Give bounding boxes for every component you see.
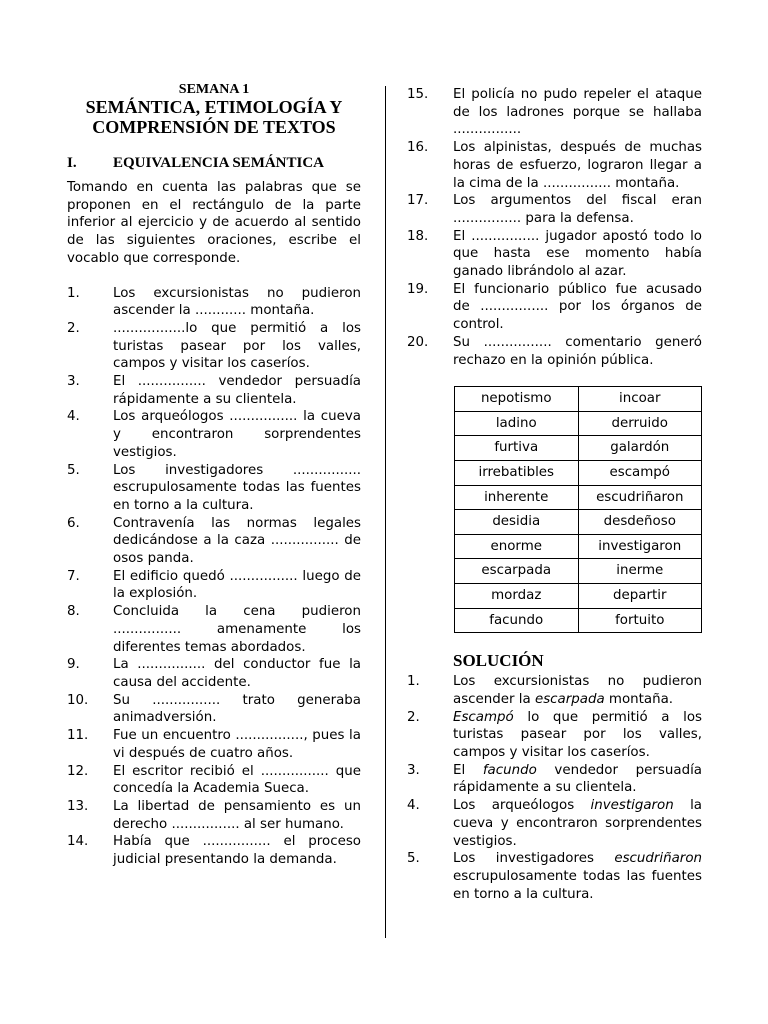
solution-text-before: Los arqueólogos	[453, 798, 591, 814]
exercise-number: 16.	[407, 140, 429, 156]
exercise-item	[67, 408, 361, 461]
exercise-item	[67, 763, 361, 798]
exercise-number: 2.	[67, 320, 80, 336]
exercise-text: El ................ jugador apostó todo lo que hasta ese momento había ganado librándolo al azar.	[453, 228, 702, 280]
solution-item	[407, 850, 702, 903]
exercise-text: Los excursionistas no pudieron ascender la ............ montaña.	[113, 285, 361, 319]
exercise-text: Había que ................ el proceso judicial presentando la demanda.	[113, 834, 361, 868]
solution-number: 5.	[407, 851, 420, 867]
solution-text-after: montaña.	[604, 691, 674, 707]
solution-answer: investigaron	[590, 798, 674, 814]
exercise-number: 8.	[67, 604, 80, 620]
exercise-text: Contravenía las normas legales dedicándose a la caza ................ de osos panda.	[113, 515, 361, 567]
exercise-text: El edificio quedó ................ luego de la explosión.	[113, 568, 361, 602]
exercise-number: 3.	[67, 374, 80, 390]
solution-text	[453, 709, 702, 762]
solution-number: 4.	[407, 798, 420, 814]
word-bank-cell: furtiva	[455, 436, 579, 461]
section-number: I.	[67, 155, 77, 171]
solution-text	[453, 797, 702, 850]
word-bank-cell: irrebatibles	[455, 461, 579, 486]
exercise-number: 7.	[67, 568, 80, 584]
word-bank-cell: escampó	[578, 461, 702, 486]
exercise-text: Los alpinistas, después de muchas horas de esfuerzo, lograron llegar a la cima de la ................ montaña.	[453, 140, 702, 191]
exercise-number: 1.	[67, 285, 80, 301]
exercise-text: Los investigadores ................ escrupulosamente todas las fuentes en torno a la cultura.	[113, 462, 361, 513]
exercise-number: 6.	[67, 515, 80, 531]
word-bank-cell: investigaron	[578, 534, 702, 559]
word-bank-cell: escarpada	[455, 559, 579, 584]
word-bank-cell: inherente	[455, 485, 579, 510]
instructions-paragraph: Tomando en cuenta las palabras que se proponen en el rectángulo de la parte inferior al ejercicio y de acuerdo al sentido de las siguientes oraciones, escribe el vocablo que corresponde.	[67, 180, 361, 266]
exercise-item	[67, 320, 361, 373]
exercise-number: 11.	[67, 728, 89, 744]
word-bank-row	[455, 608, 702, 633]
word-bank-cell: escudriñaron	[578, 485, 702, 510]
solution-number: 1.	[407, 674, 420, 690]
exercise-number: 15.	[407, 87, 429, 102]
solution-item	[407, 762, 702, 797]
word-bank-cell: mordaz	[455, 584, 579, 609]
word-bank-cell: galardón	[578, 436, 702, 461]
solution-answer: Escampó	[453, 709, 514, 725]
solution-text-before: El	[453, 762, 483, 778]
page-title-line-2: COMPRENSIÓN DE TEXTOS	[92, 117, 336, 137]
exercise-item	[67, 692, 361, 727]
left-column	[67, 80, 361, 869]
word-bank-cell: desdeñoso	[578, 510, 702, 535]
word-bank-cell: fortuito	[578, 608, 702, 633]
solution-title: SOLUCIÓN	[453, 651, 544, 671]
solution-answer: facundo	[482, 762, 537, 778]
exercise-text: La ................ del conductor fue la causa del accidente.	[113, 657, 361, 690]
word-bank-row	[455, 436, 702, 461]
exercise-item	[67, 568, 361, 603]
word-bank-row	[455, 461, 702, 486]
exercise-item	[67, 462, 361, 515]
exercise-number: 20.	[407, 334, 429, 350]
solution-item	[407, 673, 702, 708]
exercise-item	[407, 334, 702, 369]
exercise-text: Su ................ comentario generó rechazo en la opinión pública.	[453, 334, 702, 368]
word-bank-cell: incoar	[578, 387, 702, 412]
exercise-number: 10.	[67, 692, 89, 708]
word-bank-cell: enorme	[455, 534, 579, 559]
exercise-text: Fue un encuentro ................, pues la vi después de cuatro años.	[113, 728, 361, 761]
exercise-number: 9.	[67, 657, 80, 673]
exercise-text: Los arqueólogos ................ la cueva y encontraron sorprendentes vestigios.	[113, 409, 361, 460]
exercise-number: 17.	[407, 193, 429, 209]
page-title-line-1: SEMÁNTICA, ETIMOLOGÍA Y	[85, 97, 343, 117]
word-bank-row	[455, 485, 702, 510]
solution-answer: escudriñaron	[614, 851, 702, 867]
exercise-item	[67, 373, 361, 408]
word-bank-cell: inerme	[578, 559, 702, 584]
exercise-item	[67, 515, 361, 568]
exercise-item	[67, 727, 361, 762]
solution-text-after: escrupulosamente todas las fuentes en torno a la cultura.	[453, 868, 702, 902]
solution-list	[407, 673, 702, 903]
exercise-item	[67, 833, 361, 868]
solution-answer: escarpada	[534, 691, 605, 707]
solution-text	[453, 762, 702, 797]
exercise-item	[67, 656, 361, 691]
exercise-text: .................lo que permitió a los turistas pasear por los valles, campos y visitar los caseríos.	[113, 320, 361, 372]
exercise-text: Concluida la cena pudieron ................ amenamente los diferentes temas abordados.	[113, 604, 361, 655]
exercise-text: El funcionario público fue acusado de ................ por los órganos de control.	[453, 281, 702, 333]
word-bank-cell: departir	[578, 584, 702, 609]
word-bank-cell: ladino	[455, 411, 579, 436]
exercise-text: El policía no pudo repeler el ataque de los ladrones porque se hallaba ................	[453, 87, 702, 138]
exercise-list-left	[67, 285, 361, 869]
word-bank-row	[455, 411, 702, 436]
solution-item	[407, 797, 702, 850]
solution-text-before: Los investigadores	[453, 851, 615, 867]
exercise-text: Los argumentos del fiscal eran ................ para la defensa.	[453, 193, 702, 226]
solution-text	[453, 673, 702, 708]
word-bank-row	[455, 559, 702, 584]
word-bank-cell: desidia	[455, 510, 579, 535]
exercise-item	[407, 192, 702, 227]
exercise-text: La libertad de pensamiento es un derecho ................ al ser humano.	[113, 798, 361, 832]
word-bank-row	[455, 510, 702, 535]
word-bank-row	[455, 584, 702, 609]
right-column	[407, 80, 702, 903]
word-bank-row	[455, 534, 702, 559]
solution-text	[453, 850, 702, 903]
exercise-item	[407, 281, 702, 334]
exercise-number: 14.	[67, 834, 89, 850]
solution-text-after: lo que permitió a los turistas pasear por los valles, campos y visitar los caseríos.	[453, 709, 702, 760]
solution-item	[407, 709, 702, 762]
solution-number: 3.	[407, 762, 420, 778]
word-bank-table	[454, 386, 702, 633]
exercise-item	[67, 603, 361, 656]
week-label: SEMANA 1	[178, 82, 250, 97]
word-bank-cell: facundo	[455, 608, 579, 633]
exercise-item	[407, 139, 702, 192]
exercise-item	[407, 86, 702, 139]
exercise-item	[67, 285, 361, 320]
exercise-number: 5.	[67, 462, 80, 478]
exercise-number: 4.	[67, 409, 80, 425]
column-divider	[385, 86, 386, 938]
exercise-number: 12.	[67, 763, 89, 779]
exercise-list-right	[407, 86, 702, 369]
exercise-item	[67, 798, 361, 833]
solution-text-before: Los excursionistas no pudieron ascender la	[453, 674, 702, 707]
word-bank-cell: derruido	[578, 411, 702, 436]
exercise-text: El escritor recibió el ................ que concedía la Academia Sueca.	[113, 763, 361, 797]
section-title: EQUIVALENCIA SEMÁNTICA	[113, 155, 325, 171]
exercise-text: El ................ vendedor persuadía rápidamente a su clientela.	[113, 374, 361, 407]
exercise-item	[407, 228, 702, 281]
section-heading	[67, 155, 361, 172]
exercise-number: 19.	[407, 281, 429, 297]
solution-text-after: la cueva y encontraron sorprendentes vestigios.	[453, 798, 703, 849]
solution-text-after: vendedor persuadía rápidamente a su clientela.	[453, 762, 702, 796]
exercise-text: Su ................ trato generaba animadversión.	[113, 692, 361, 726]
solution-number: 2.	[407, 709, 420, 725]
word-bank-row	[455, 387, 702, 412]
exercise-number: 18.	[407, 228, 429, 244]
exercise-number: 13.	[67, 798, 89, 814]
word-bank-cell: nepotismo	[455, 387, 579, 412]
